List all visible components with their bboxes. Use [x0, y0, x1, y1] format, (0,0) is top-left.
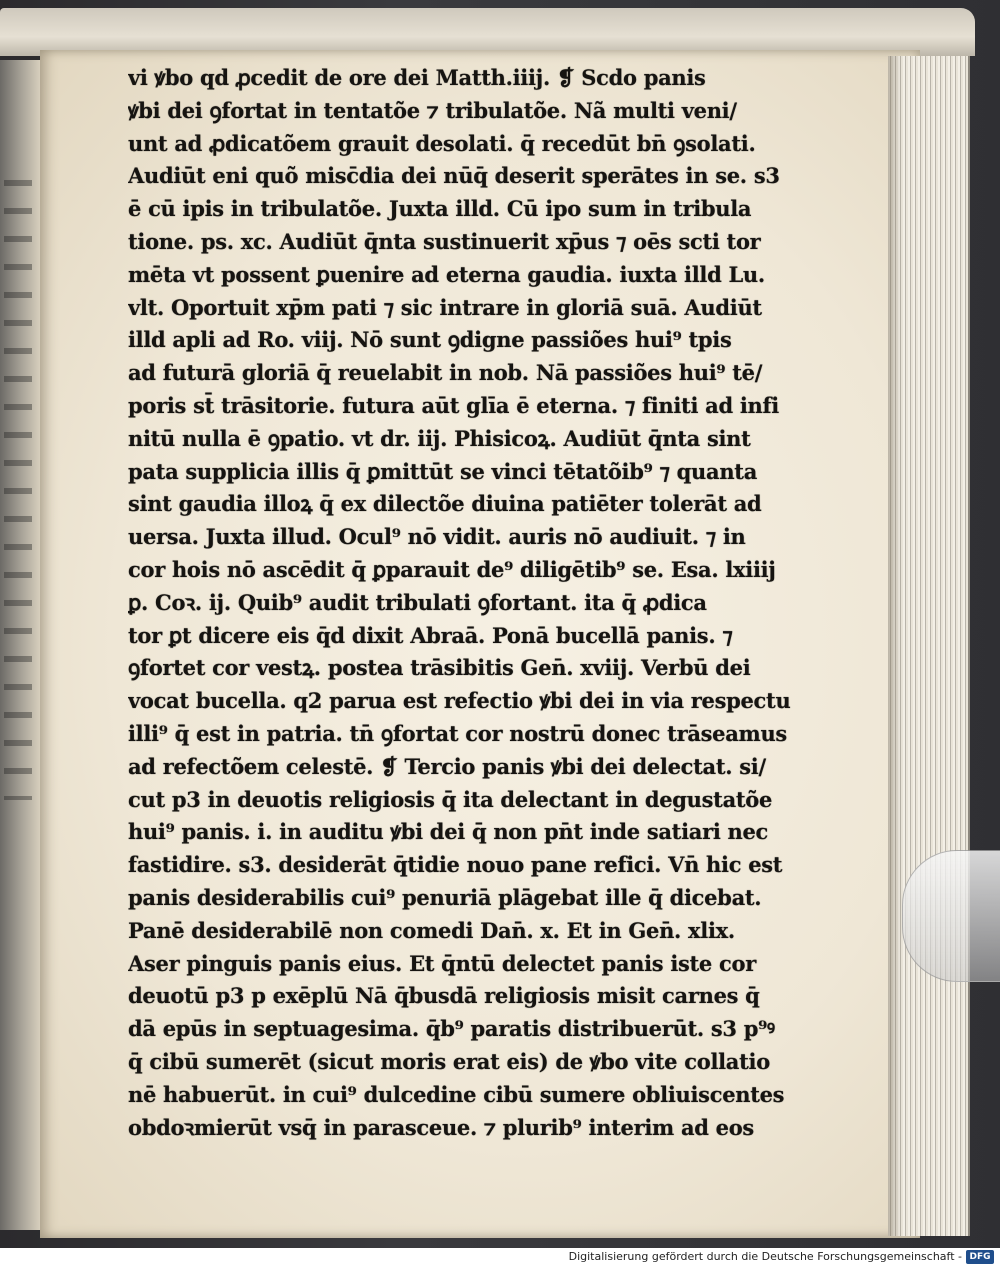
text-line: ꝟbi dei ꝯfortat in tentatõe ⁊ tribulatõe. Nã multi veni/ — [128, 97, 737, 123]
text-line: poris st̄ trāsitorie. futura aūt glīa ē eterna. ⁊ finiti ad infi — [128, 392, 779, 418]
text-line: nitū nulla ē ꝯpatio. vt dr. iij. Phisicoꝝ. Audiūt q̄nta sint — [128, 425, 751, 451]
text-line: cor hois nō ascēdit q̄ ꝑparauit de⁹ diligētib⁹ se. Esa. lxiiij — [128, 556, 776, 582]
text-line: Audiūt eni quõ misc̄dia dei nūq̄ deserit sperātes in se. s3 — [128, 163, 780, 189]
text-line: vocat bucella. q2 parua est refectio ꝟbi dei in via respectu — [128, 688, 791, 714]
text-line: hui⁹ panis. i. in auditu ꝟbi dei q̄ non pn̄t inde satiari nec — [128, 819, 769, 845]
fore-edge-shadow — [888, 56, 902, 1236]
text-line: vlt. Oportuit xp̄m pati ⁊ sic intrare in gloriā suā. Audiūt — [128, 294, 762, 320]
text-line: vi ꝟbo qd ꝓcedit de ore dei Matth.iiij. ❡ Scdo panis — [128, 65, 706, 90]
facing-page-edge — [0, 60, 40, 1230]
text-line: ē cū ipis in tribulatõe. Juxta illd. Cū ipo sum in tribula — [128, 196, 752, 222]
text-line: illi⁹ q̄ est in patria. tn̄ ꝯfortat cor nostrū donec trāseamus — [128, 720, 787, 746]
dfg-logo: DFG — [966, 1250, 994, 1264]
text-line: ꝑ. Coꝛ. ij. Quib⁹ audit tribulati ꝯfortant. ita q̄ ꝓdica — [128, 589, 707, 615]
text-line: illd apli ad Ro. viij. Nō sunt ꝯdigne passiões hui⁹ tpis — [128, 327, 732, 353]
text-line: ad refectõem celestē. ❡ Tercio panis ꝟbi dei delectat. si/ — [128, 753, 766, 779]
text-line: tione. ps. xc. Audiūt q̄nta sustinuerit xp̄us ⁊ oēs scti tor — [128, 228, 761, 254]
text-line: fastidire. s3. desiderāt q̄tidie nouo pane refici. Vn̄ hic est — [128, 852, 783, 878]
text-line: ꝯfortet cor vestꝝ. postea trāsibitis Gen̄. xviij. Verbū dei — [128, 655, 751, 681]
text-line: mēta vt possent ꝑuenire ad eterna gaudia. iuxta illd Lu. — [128, 261, 765, 287]
text-line: ad futurā gloriā q̄ reuelabit in nob. Nā passiões hui⁹ tē/ — [128, 360, 763, 386]
text-line: cut p3 in deuotis religiosis q̄ ita delectant in degustatõe — [128, 786, 773, 812]
text-line: sint gaudia illoꝝ q̄ ex dilectõe diuina patiēter tolerāt ad — [128, 491, 762, 517]
text-line: Aser pinguis panis eius. Et q̄ntū delectet panis iste cor — [128, 950, 756, 976]
text-line: tor ꝑt dicere eis q̄d dixit Abraā. Ponā bucellā panis. ⁊ — [128, 622, 733, 648]
footer-bar — [0, 1248, 1000, 1267]
book-top-edge — [0, 8, 975, 56]
text-block — [128, 62, 828, 1144]
page-holder-clip — [902, 850, 1000, 982]
footer-credit: Digitalisierung gefördert durch die Deutsche Forschungsgemeinschaft - — [568, 1250, 962, 1263]
text-line: uersa. Juxta illud. Ocul⁹ nō vidit. auris nō audiuit. ⁊ in — [128, 524, 746, 550]
facing-page-text-fragment — [4, 180, 32, 800]
text-line: dā epūs in septuagesima. q̄b⁹ paratis distribuerūt. s3 p⁹ꝰ — [128, 1016, 775, 1042]
text-line: unt ad ꝓdicatõem grauit desolati. q̄ recedūt bn̄ ꝯsolati. — [128, 130, 756, 156]
text-line: panis desiderabilis cui⁹ penuriā plāgebat ille q̄ dicebat. — [128, 884, 762, 910]
text-line: nē habuerūt. in cui⁹ dulcedine cibū sumere obliuiscentes — [128, 1081, 785, 1107]
text-line: obdoꝛmierūt vsq̄ in parasceue. ⁊ plurib⁹ interim ad eos — [128, 1114, 754, 1140]
text-line: deuotū p3 p exēplū Nā q̄busdā religiosis misit carnes q̄ — [128, 983, 760, 1009]
text-line: q̄ cibū sumerēt (sicut moris erat eis) de ꝟbo vite collatio — [128, 1048, 770, 1074]
text-line: Panē desiderabilē non comedi Dan̄. x. Et in Gen̄. xlix. — [128, 917, 735, 943]
text-line: pata supplicia illis q̄ ꝑmittūt se vinci tētatõib⁹ ⁊ quanta — [128, 458, 757, 484]
